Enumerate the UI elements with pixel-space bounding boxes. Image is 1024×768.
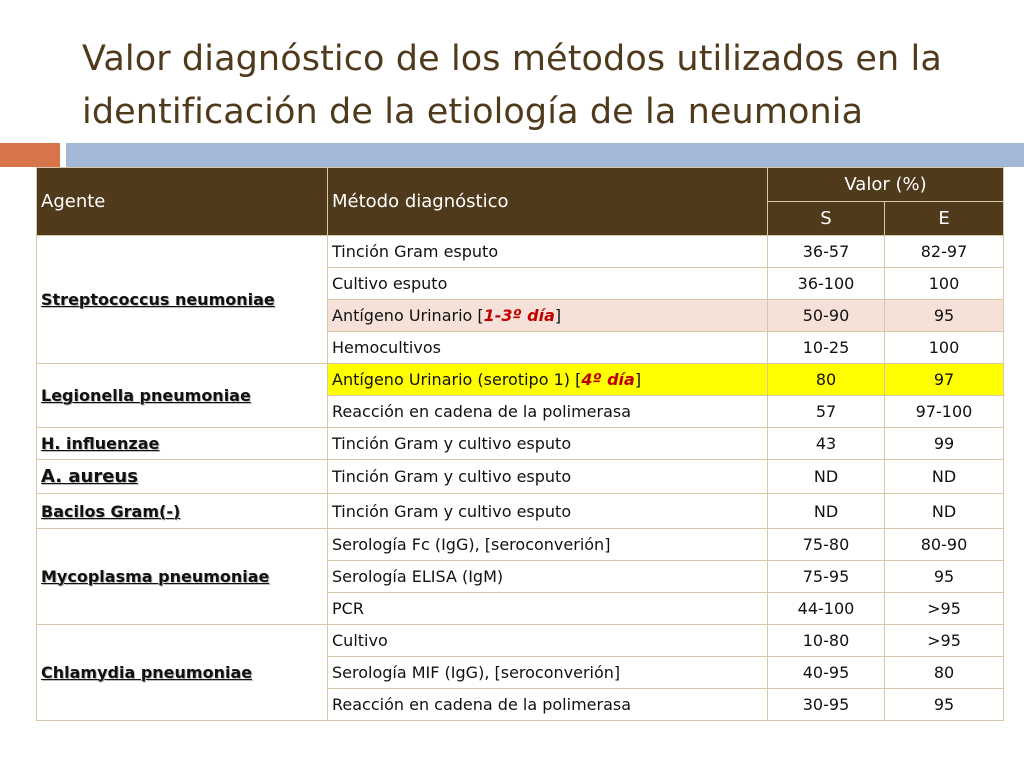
sensitivity-cell: 36-100 (768, 268, 885, 300)
sensitivity-cell: 10-25 (768, 332, 885, 364)
method-cell: Tinción Gram y cultivo esputo (328, 460, 768, 494)
diagnostic-table (36, 167, 1004, 721)
table-row (37, 494, 1004, 529)
specificity-cell: 99 (885, 428, 1004, 460)
method-cell: PCR (328, 593, 768, 625)
method-cell: Antígeno Urinario (serotipo 1) [4º día] (328, 364, 768, 396)
specificity-cell: >95 (885, 625, 1004, 657)
table-row (37, 625, 1004, 657)
sensitivity-cell: 36-57 (768, 236, 885, 268)
table-row (37, 460, 1004, 494)
specificity-cell: 97 (885, 364, 1004, 396)
sensitivity-cell: ND (768, 460, 885, 494)
method-cell: Serología ELISA (IgM) (328, 561, 768, 593)
sensitivity-cell: 43 (768, 428, 885, 460)
agent-cell: Legionella pneumoniae (37, 364, 328, 428)
specificity-cell: 95 (885, 561, 1004, 593)
agent-cell: Bacilos Gram(-) (37, 494, 328, 529)
agent-cell: Streptococcus neumoniae (37, 236, 328, 364)
table-row (37, 428, 1004, 460)
specificity-cell: 82-97 (885, 236, 1004, 268)
sensitivity-cell: 10-80 (768, 625, 885, 657)
specificity-cell: 100 (885, 268, 1004, 300)
table-row (37, 236, 1004, 268)
header-method: Método diagnóstico (328, 168, 768, 236)
specificity-cell: ND (885, 460, 1004, 494)
method-cell: Antígeno Urinario [1-3º día] (328, 300, 768, 332)
agent-cell: Mycoplasma pneumoniae (37, 529, 328, 625)
specificity-cell: 100 (885, 332, 1004, 364)
table-row (37, 364, 1004, 396)
sensitivity-cell: 57 (768, 396, 885, 428)
sensitivity-cell: 80 (768, 364, 885, 396)
method-cell: Cultivo esputo (328, 268, 768, 300)
sensitivity-cell: 75-95 (768, 561, 885, 593)
agent-cell: H. influenzae (37, 428, 328, 460)
accent-bar-blue (66, 143, 1024, 167)
sensitivity-cell: 50-90 (768, 300, 885, 332)
method-cell: Tinción Gram y cultivo esputo (328, 428, 768, 460)
agent-cell: Chlamydia pneumoniae (37, 625, 328, 721)
method-cell: Hemocultivos (328, 332, 768, 364)
specificity-cell: 95 (885, 689, 1004, 721)
specificity-cell: ND (885, 494, 1004, 529)
method-cell: Reacción en cadena de la polimerasa (328, 689, 768, 721)
specificity-cell: 80 (885, 657, 1004, 689)
method-cell: Serología MIF (IgG), [seroconverión] (328, 657, 768, 689)
header-agent: Agente (37, 168, 328, 236)
accent-bar-orange (0, 143, 60, 167)
specificity-cell: 80-90 (885, 529, 1004, 561)
sensitivity-cell: 30-95 (768, 689, 885, 721)
sensitivity-cell: 75-80 (768, 529, 885, 561)
specificity-cell: 97-100 (885, 396, 1004, 428)
method-cell: Cultivo (328, 625, 768, 657)
header-e: E (885, 202, 1004, 236)
agent-cell: A. aureus (37, 460, 328, 494)
header-value: Valor (%) (768, 168, 1004, 202)
method-cell: Tinción Gram esputo (328, 236, 768, 268)
sensitivity-cell: ND (768, 494, 885, 529)
specificity-cell: 95 (885, 300, 1004, 332)
sensitivity-cell: 44-100 (768, 593, 885, 625)
method-cell: Reacción en cadena de la polimerasa (328, 396, 768, 428)
slide-title: Valor diagnóstico de los métodos utilizados en la identificación de la etiología de la neumonia (82, 39, 942, 132)
header-s: S (768, 202, 885, 236)
table-row (37, 529, 1004, 561)
specificity-cell: >95 (885, 593, 1004, 625)
sensitivity-cell: 40-95 (768, 657, 885, 689)
method-cell: Serología Fc (IgG), [seroconverión] (328, 529, 768, 561)
method-cell: Tinción Gram y cultivo esputo (328, 494, 768, 529)
